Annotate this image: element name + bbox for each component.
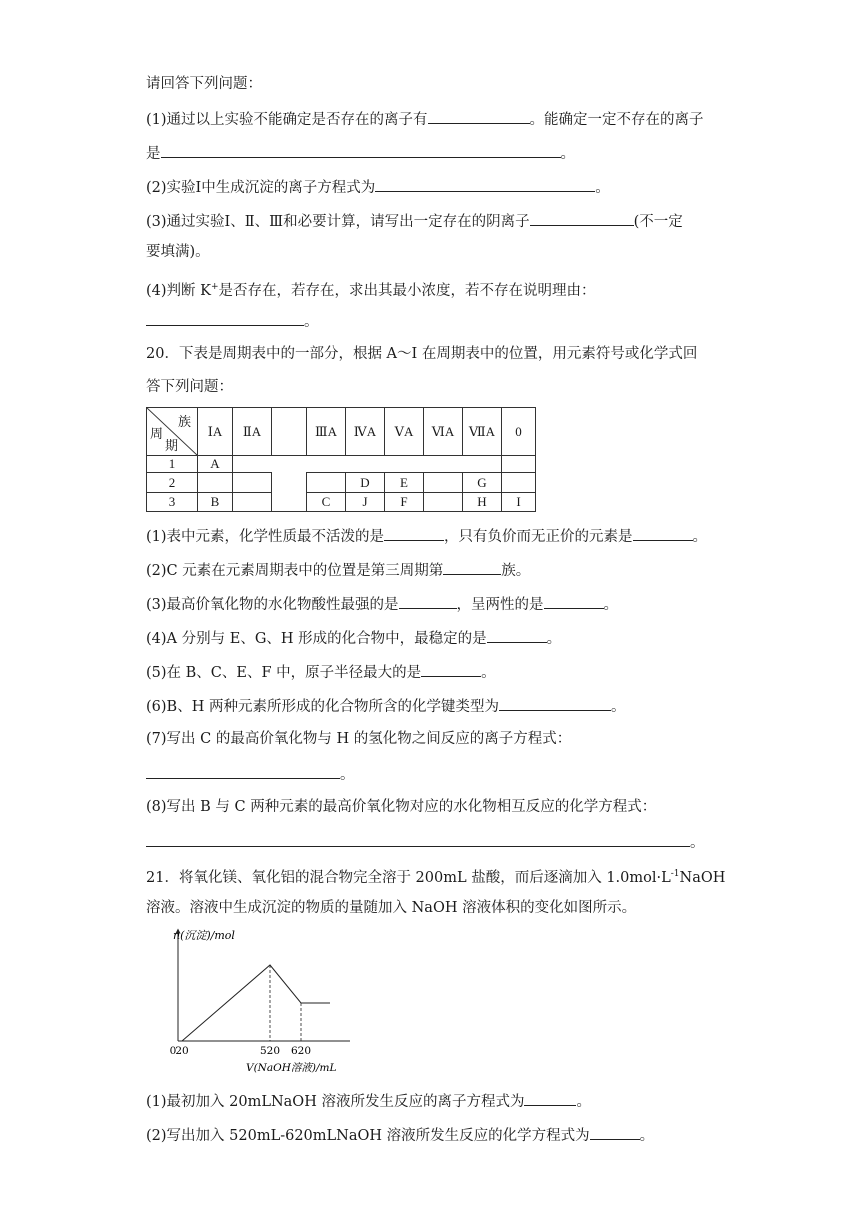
group-header: ⅤA bbox=[385, 408, 424, 456]
element-cell bbox=[233, 493, 272, 512]
q20-q4-text-a: (4)A 分别与 E、G、H 形成的化合物中，最稳定的是 bbox=[146, 631, 487, 647]
q19-p1-text-c: 是 bbox=[146, 146, 161, 162]
q21-stem-text-a: 21．将氧化镁、氧化铝的混合物完全溶于 200mL 盐酸，而后逐滴加入 1.0mol·L bbox=[146, 869, 671, 886]
x-tick-label: 620 bbox=[290, 1045, 312, 1057]
answer-blank[interactable] bbox=[524, 1090, 576, 1106]
period-number: 2 bbox=[147, 473, 198, 493]
q20-q3-text-a: (3)最高价氧化物的水化物酸性最强的是 bbox=[146, 597, 399, 613]
precipitate-chart bbox=[160, 925, 360, 1077]
x-tick-label: 520 bbox=[259, 1045, 281, 1057]
corner-period-label-2: 期 bbox=[165, 438, 179, 453]
chart-plot-area bbox=[170, 965, 330, 1057]
q20-q7-text-b: 。 bbox=[340, 767, 355, 783]
q19-p3-text-a: (3)通过实验Ⅰ、Ⅱ、Ⅲ和必要计算，请写出一定存在的阴离子 bbox=[146, 214, 530, 230]
q20-part3 bbox=[146, 593, 618, 615]
q20-q2-text-a: (2)C 元素在元素周期表中的位置是第三周期第 bbox=[146, 563, 444, 579]
q19-part4-line2 bbox=[146, 310, 319, 332]
answer-blank[interactable] bbox=[375, 176, 595, 192]
group-header: ⅥA bbox=[424, 408, 463, 456]
element-cell: E bbox=[385, 473, 424, 493]
q20-stem-line2: 答下列问题： bbox=[146, 379, 233, 395]
q21-stem-text-b: NaOH bbox=[679, 869, 726, 886]
q19-p2-text-b: 。 bbox=[595, 180, 610, 196]
q21-q2-text-b: 。 bbox=[639, 1128, 655, 1144]
q21-part1 bbox=[146, 1090, 591, 1112]
q20-q5-text-a: (5)在 B、C、E、F 中，原子半径最大的是 bbox=[146, 665, 422, 681]
answer-blank[interactable] bbox=[487, 627, 547, 643]
element-cell: D bbox=[346, 473, 385, 493]
q21-q1-text-a: (1)最初加入 20mLNaOH 溶液所发生反应的离子方程式为 bbox=[146, 1094, 525, 1110]
group-header: 0 bbox=[502, 408, 536, 456]
q20-q6-text-b: 。 bbox=[610, 699, 626, 715]
x-tick-label: 20 bbox=[175, 1045, 189, 1057]
q20-part1 bbox=[146, 525, 707, 547]
x-axis-label: V(NaOH溶液)/mL bbox=[246, 1062, 337, 1074]
answer-blank[interactable] bbox=[544, 593, 604, 609]
gap-cell bbox=[272, 493, 307, 512]
answer-blank[interactable] bbox=[161, 142, 561, 158]
answer-blank[interactable] bbox=[146, 763, 340, 779]
element-cell bbox=[233, 473, 272, 493]
element-cell bbox=[502, 456, 536, 473]
q19-p1-text-a: (1)通过以上实验不能确定是否存在的离子有 bbox=[146, 112, 428, 128]
q21-q2-text-a: (2)写出加入 520mL-620mLNaOH 溶液所发生反应的化学方程式为 bbox=[146, 1128, 590, 1144]
empty-cell bbox=[346, 456, 385, 473]
group-header: ⅣA bbox=[346, 408, 385, 456]
table-row bbox=[147, 473, 536, 493]
q20-q4-text-b: 。 bbox=[546, 631, 562, 647]
q20-part7-line1: (7)写出 C 的最高价氧化物与 H 的氢化物之间反应的离子方程式： bbox=[146, 731, 572, 747]
periodic-table bbox=[146, 407, 536, 512]
answer-blank[interactable] bbox=[633, 525, 693, 541]
gap-header bbox=[272, 408, 307, 456]
period-number: 1 bbox=[147, 456, 198, 473]
table-row bbox=[147, 456, 536, 473]
q19-p1-text-b: 。能确定一定不存在的离子 bbox=[529, 112, 704, 128]
q20-q8-text-b: 。 bbox=[690, 835, 705, 851]
q20-q3-text-c: 。 bbox=[603, 597, 619, 613]
q19-intro: 请回答下列问题： bbox=[146, 76, 262, 92]
element-cell: J bbox=[346, 493, 385, 512]
element-cell: G bbox=[463, 473, 502, 493]
q20-q2-text-b: 族。 bbox=[501, 563, 531, 579]
q20-q1-text-a: (1)表中元素，化学性质最不活泼的是 bbox=[146, 529, 385, 545]
answer-blank[interactable] bbox=[590, 1124, 640, 1140]
empty-cell bbox=[272, 456, 307, 473]
q20-q6-text-a: (6)B、H 两种元素所形成的化合物所含的化学键类型为 bbox=[146, 699, 499, 715]
corner-period-label-1: 周 bbox=[150, 426, 164, 441]
table-row bbox=[147, 493, 536, 512]
gap-cell bbox=[272, 473, 307, 493]
answer-blank[interactable] bbox=[399, 593, 457, 609]
q19-p1-text-d: 。 bbox=[560, 146, 575, 162]
element-cell: H bbox=[463, 493, 502, 512]
table-corner-cell bbox=[147, 408, 198, 456]
answer-blank[interactable] bbox=[146, 310, 304, 326]
element-cell bbox=[424, 473, 463, 493]
q19-p2-text-a: (2)实验Ⅰ中生成沉淀的离子方程式为 bbox=[146, 180, 376, 196]
empty-cell bbox=[233, 456, 272, 473]
q21-part2 bbox=[146, 1124, 654, 1146]
element-cell bbox=[198, 473, 233, 493]
element-cell bbox=[424, 493, 463, 512]
empty-cell bbox=[424, 456, 463, 473]
group-header: ⅡA bbox=[233, 408, 272, 456]
series-line bbox=[178, 965, 330, 1041]
q20-part4 bbox=[146, 627, 561, 649]
q20-part6 bbox=[146, 695, 625, 717]
answer-blank[interactable] bbox=[530, 210, 634, 226]
q19-part3-line1 bbox=[146, 210, 683, 232]
q20-q1-text-b: ，只有负价而无正价的元素是 bbox=[444, 529, 633, 545]
q20-part2 bbox=[146, 559, 530, 581]
element-cell bbox=[307, 473, 346, 493]
element-cell: I bbox=[502, 493, 536, 512]
empty-cell bbox=[463, 456, 502, 473]
q20-part7-line2 bbox=[146, 763, 355, 785]
q19-p4-text-b: 是否存在，若存在，求出其最小浓度，若不存在说明理由： bbox=[218, 282, 596, 299]
q20-stem-line1: 20．下表是周期表中的一部分，根据 A～I 在周期表中的位置，用元素符号或化学式回 bbox=[146, 346, 698, 362]
q21-q1-text-b: 。 bbox=[576, 1094, 591, 1110]
y-axis-label: n(沉淀)/mol bbox=[173, 929, 235, 942]
empty-cell bbox=[385, 456, 424, 473]
q20-part8-line2 bbox=[146, 831, 705, 853]
x-tick-label: 0 bbox=[169, 1045, 177, 1057]
q19-part1-line1 bbox=[146, 108, 704, 130]
element-cell: B bbox=[198, 493, 233, 512]
element-cell: F bbox=[385, 493, 424, 512]
q19-part4-line1 bbox=[146, 277, 596, 301]
group-header: ⅦA bbox=[463, 408, 502, 456]
q20-part8-line1: (8)写出 B 与 C 两种元素的最高价氧化物对应的水化物相互反应的化学方程式： bbox=[146, 799, 657, 815]
q19-part2 bbox=[146, 176, 610, 198]
element-cell bbox=[502, 473, 536, 493]
group-header: ⅠA bbox=[198, 408, 233, 456]
q20-q3-text-b: ，呈两性的是 bbox=[456, 597, 544, 613]
q19-p3-text-b: (不一定 bbox=[633, 214, 683, 230]
answer-blank[interactable] bbox=[421, 661, 481, 677]
answer-blank[interactable] bbox=[428, 108, 530, 124]
answer-blank[interactable] bbox=[384, 525, 444, 541]
q20-q1-text-c: 。 bbox=[692, 529, 708, 545]
q21-stem-line2: 溶液。溶液中生成沉淀的物质的量随加入 NaOH 溶液体积的变化如图所示。 bbox=[146, 900, 637, 916]
element-cell: C bbox=[307, 493, 346, 512]
q21-stem-line1 bbox=[146, 864, 725, 888]
element-cell: A bbox=[198, 456, 233, 473]
corner-group-label: 族 bbox=[177, 414, 191, 429]
q19-p4-sup: + bbox=[210, 282, 219, 292]
answer-blank[interactable] bbox=[443, 559, 501, 575]
q20-q5-text-b: 。 bbox=[481, 665, 496, 681]
answer-blank[interactable] bbox=[146, 831, 690, 847]
q19-part3-line2: 要填满)。 bbox=[146, 244, 210, 260]
empty-cell bbox=[307, 456, 346, 473]
answer-blank[interactable] bbox=[499, 695, 611, 711]
q20-part5 bbox=[146, 661, 496, 683]
q21-stem-sup: -1 bbox=[670, 869, 680, 879]
group-header: ⅢA bbox=[307, 408, 346, 456]
q19-part1-line2 bbox=[146, 142, 575, 164]
q19-p4-text-c: 。 bbox=[304, 314, 319, 330]
period-number: 3 bbox=[147, 493, 198, 512]
q19-p4-text-a: (4)判断 K bbox=[146, 282, 211, 299]
